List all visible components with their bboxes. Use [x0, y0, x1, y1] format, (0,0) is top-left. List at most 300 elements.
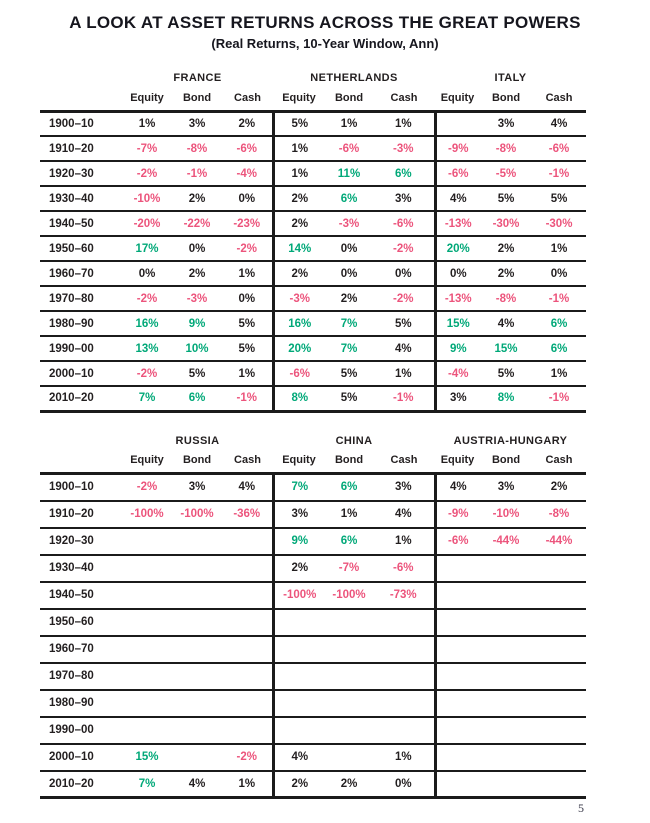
- return-cell: -5%: [480, 161, 532, 186]
- return-cell: 1%: [273, 161, 325, 186]
- return-cell: [480, 717, 532, 744]
- asset-header-equity: Equity: [440, 91, 475, 104]
- return-cell: -13%: [435, 211, 480, 236]
- return-cell: 6%: [325, 528, 373, 555]
- return-cell: 1%: [373, 361, 435, 386]
- return-cell: [480, 663, 532, 690]
- return-cell: [172, 582, 222, 609]
- return-cell: 15%: [122, 744, 172, 771]
- table-row: [40, 663, 586, 690]
- return-cell: 6%: [172, 386, 222, 411]
- country-header-italy: ITALY: [494, 72, 527, 84]
- return-cell: [172, 555, 222, 582]
- return-cell: 0%: [325, 261, 373, 286]
- return-cell: 9%: [435, 336, 480, 361]
- return-cell: [435, 582, 480, 609]
- return-cell: [480, 582, 532, 609]
- return-cell: 20%: [273, 336, 325, 361]
- return-cell: -10%: [480, 501, 532, 528]
- return-cell: 6%: [325, 474, 373, 501]
- table-row: [40, 717, 586, 744]
- return-cell: -8%: [480, 286, 532, 311]
- return-cell: 5%: [172, 361, 222, 386]
- return-cell: 2%: [273, 186, 325, 211]
- return-cell: [480, 771, 532, 798]
- return-cell: 0%: [373, 261, 435, 286]
- page-title: A LOOK AT ASSET RETURNS ACROSS THE GREAT POWERS: [69, 13, 581, 32]
- decade-label: 1940–50: [40, 211, 122, 236]
- table-row: [40, 261, 586, 286]
- return-cell: -2%: [373, 286, 435, 311]
- return-cell: 2%: [273, 211, 325, 236]
- return-cell: 1%: [373, 528, 435, 555]
- decade-label: 1940–50: [40, 582, 122, 609]
- return-cell: [273, 690, 325, 717]
- return-cell: [325, 663, 373, 690]
- return-cell: 5%: [325, 386, 373, 411]
- asset-header-bond: Bond: [491, 91, 521, 104]
- table-row: [40, 386, 586, 411]
- return-cell: 3%: [172, 111, 222, 136]
- decade-label: 1980–90: [40, 311, 122, 336]
- return-cell: -1%: [373, 386, 435, 411]
- return-cell: 16%: [122, 311, 172, 336]
- decade-label: 1960–70: [40, 636, 122, 663]
- return-cell: [480, 636, 532, 663]
- decade-label: 1960–70: [40, 261, 122, 286]
- return-cell: 5%: [532, 186, 586, 211]
- return-cell: [435, 609, 480, 636]
- return-cell: 3%: [480, 111, 532, 136]
- return-cell: -22%: [172, 211, 222, 236]
- decade-label: 1900–10: [40, 474, 122, 501]
- return-cell: 11%: [325, 161, 373, 186]
- asset-header-cash: Cash: [390, 91, 418, 104]
- return-cell: -2%: [122, 286, 172, 311]
- return-cell: 2%: [222, 111, 273, 136]
- return-cell: 2%: [273, 771, 325, 798]
- decade-label: 1910–20: [40, 136, 122, 161]
- return-cell: -23%: [222, 211, 273, 236]
- return-cell: -1%: [532, 161, 586, 186]
- return-cell: [532, 690, 586, 717]
- return-cell: -8%: [532, 501, 586, 528]
- decade-label: 1980–90: [40, 690, 122, 717]
- return-cell: 5%: [480, 186, 532, 211]
- spacer-cell: [40, 448, 122, 474]
- return-cell: [532, 744, 586, 771]
- return-cell: [122, 636, 172, 663]
- return-cell: 7%: [325, 336, 373, 361]
- return-cell: [325, 717, 373, 744]
- asset-header-cash: Cash: [234, 454, 261, 466]
- return-cell: 2%: [172, 186, 222, 211]
- return-cell: [532, 555, 586, 582]
- decade-label: 1990–00: [40, 336, 122, 361]
- return-cell: 3%: [373, 474, 435, 501]
- return-cell: -8%: [172, 136, 222, 161]
- return-cell: [172, 690, 222, 717]
- return-cell: -3%: [172, 286, 222, 311]
- table-row: [40, 474, 586, 501]
- return-cell: 5%: [222, 311, 273, 336]
- return-cell: -8%: [480, 136, 532, 161]
- asset-header-bond: Bond: [182, 91, 212, 104]
- return-cell: 6%: [532, 336, 586, 361]
- return-cell: -6%: [273, 361, 325, 386]
- return-cell: -100%: [325, 582, 373, 609]
- return-cell: 1%: [325, 501, 373, 528]
- return-cell: [122, 582, 172, 609]
- return-cell: -30%: [532, 211, 586, 236]
- return-cell: 1%: [273, 136, 325, 161]
- return-cell: [480, 609, 532, 636]
- return-cell: -6%: [532, 136, 586, 161]
- decade-label: 1970–80: [40, 663, 122, 690]
- return-cell: 5%: [373, 311, 435, 336]
- return-cell: 6%: [373, 161, 435, 186]
- return-cell: -20%: [122, 211, 172, 236]
- return-cell: 17%: [122, 236, 172, 261]
- asset-header-bond: Bond: [334, 454, 364, 466]
- return-cell: -100%: [122, 501, 172, 528]
- return-cell: [172, 609, 222, 636]
- return-cell: 7%: [325, 311, 373, 336]
- return-cell: [435, 690, 480, 717]
- asset-header-cash: Cash: [390, 454, 418, 466]
- country-header-netherlands: NETHERLANDS: [310, 72, 398, 84]
- return-cell: [325, 609, 373, 636]
- return-cell: 1%: [222, 361, 273, 386]
- return-cell: 8%: [273, 386, 325, 411]
- return-cell: -73%: [373, 582, 435, 609]
- table-row: [40, 186, 586, 211]
- return-cell: -2%: [122, 474, 172, 501]
- asset-header-bond: Bond: [334, 91, 364, 104]
- return-cell: 2%: [480, 261, 532, 286]
- return-cell: 4%: [435, 186, 480, 211]
- return-cell: 2%: [480, 236, 532, 261]
- return-cell: [480, 690, 532, 717]
- return-cell: 0%: [222, 286, 273, 311]
- table-row: [40, 211, 586, 236]
- table-row: [40, 690, 586, 717]
- return-cell: [373, 690, 435, 717]
- country-header-row: [40, 63, 586, 85]
- return-cell: -6%: [435, 528, 480, 555]
- table-row: [40, 609, 586, 636]
- return-cell: 0%: [325, 236, 373, 261]
- return-cell: -6%: [435, 161, 480, 186]
- return-cell: 1%: [532, 361, 586, 386]
- return-cell: [122, 609, 172, 636]
- return-cell: [435, 111, 480, 136]
- return-cell: [273, 663, 325, 690]
- return-cell: 10%: [172, 336, 222, 361]
- return-cell: 5%: [325, 361, 373, 386]
- return-cell: 4%: [373, 336, 435, 361]
- return-cell: [222, 636, 273, 663]
- asset-header-bond: Bond: [182, 454, 212, 466]
- return-cell: [273, 609, 325, 636]
- return-cell: [172, 663, 222, 690]
- decade-label: 1910–20: [40, 501, 122, 528]
- table-row: [40, 501, 586, 528]
- return-cell: [222, 555, 273, 582]
- table-row: [40, 286, 586, 311]
- asset-header-equity: Equity: [440, 454, 475, 466]
- return-cell: -1%: [532, 286, 586, 311]
- return-cell: [325, 690, 373, 717]
- country-header-china: CHINA: [335, 434, 373, 447]
- return-cell: [222, 717, 273, 744]
- decade-label: 1990–00: [40, 717, 122, 744]
- table-row: [40, 636, 586, 663]
- return-cell: [273, 717, 325, 744]
- return-cell: 4%: [273, 744, 325, 771]
- return-cell: -10%: [122, 186, 172, 211]
- asset-header-equity: Equity: [282, 91, 316, 104]
- table-row: [40, 236, 586, 261]
- return-cell: [122, 663, 172, 690]
- spacer-cell: [40, 63, 122, 85]
- return-cell: 15%: [435, 311, 480, 336]
- return-cell: 4%: [373, 501, 435, 528]
- return-cell: [273, 636, 325, 663]
- return-cell: -9%: [435, 501, 480, 528]
- return-cell: [435, 663, 480, 690]
- return-cell: [172, 744, 222, 771]
- return-cell: [373, 636, 435, 663]
- return-cell: [532, 663, 586, 690]
- return-cell: [122, 717, 172, 744]
- return-cell: 1%: [222, 261, 273, 286]
- table-row: [40, 111, 586, 136]
- return-cell: 4%: [435, 474, 480, 501]
- return-cell: 2%: [325, 286, 373, 311]
- return-cell: 0%: [532, 261, 586, 286]
- return-cell: [325, 636, 373, 663]
- top-returns-table: [40, 63, 586, 413]
- return-cell: 8%: [480, 386, 532, 411]
- return-cell: -1%: [222, 386, 273, 411]
- table-row: [40, 136, 586, 161]
- return-cell: -44%: [480, 528, 532, 555]
- asset-header-cash: Cash: [545, 91, 573, 104]
- return-cell: [435, 771, 480, 798]
- return-cell: 1%: [222, 771, 273, 798]
- return-cell: [435, 717, 480, 744]
- return-cell: [373, 609, 435, 636]
- asset-header-bond: Bond: [491, 454, 521, 466]
- return-cell: -3%: [373, 136, 435, 161]
- return-cell: 4%: [532, 111, 586, 136]
- return-cell: [532, 609, 586, 636]
- asset-header-row: [40, 85, 586, 111]
- spacer-cell: [40, 426, 122, 448]
- return-cell: 1%: [532, 236, 586, 261]
- return-cell: 0%: [222, 186, 273, 211]
- return-cell: [172, 636, 222, 663]
- return-cell: -30%: [480, 211, 532, 236]
- return-cell: 4%: [222, 474, 273, 501]
- return-cell: 7%: [122, 386, 172, 411]
- return-cell: [222, 690, 273, 717]
- return-cell: [532, 582, 586, 609]
- return-cell: [122, 690, 172, 717]
- return-cell: 2%: [273, 555, 325, 582]
- return-cell: -1%: [532, 386, 586, 411]
- decade-label: 1900–10: [40, 111, 122, 136]
- return-cell: 5%: [273, 111, 325, 136]
- return-cell: 0%: [373, 771, 435, 798]
- return-cell: 0%: [122, 261, 172, 286]
- return-cell: -36%: [222, 501, 273, 528]
- return-cell: [373, 717, 435, 744]
- return-cell: -4%: [222, 161, 273, 186]
- return-cell: 20%: [435, 236, 480, 261]
- return-cell: -6%: [222, 136, 273, 161]
- page-number: 5: [578, 801, 584, 815]
- return-cell: 3%: [435, 386, 480, 411]
- table-row: [40, 311, 586, 336]
- asset-header-cash: Cash: [234, 91, 261, 104]
- asset-header-equity: Equity: [130, 454, 164, 466]
- return-cell: -100%: [172, 501, 222, 528]
- return-cell: [480, 744, 532, 771]
- return-cell: [222, 609, 273, 636]
- table-row: [40, 528, 586, 555]
- asset-header-cash: Cash: [545, 454, 573, 466]
- return-cell: 7%: [122, 771, 172, 798]
- return-cell: [532, 636, 586, 663]
- return-cell: [532, 771, 586, 798]
- return-cell: 14%: [273, 236, 325, 261]
- asset-header-equity: Equity: [130, 91, 164, 104]
- return-cell: -3%: [325, 211, 373, 236]
- return-cell: -6%: [325, 136, 373, 161]
- return-cell: 0%: [172, 236, 222, 261]
- return-cell: -4%: [435, 361, 480, 386]
- table-row: [40, 744, 586, 771]
- return-cell: -100%: [273, 582, 325, 609]
- return-cell: [172, 528, 222, 555]
- return-cell: -6%: [373, 555, 435, 582]
- return-cell: [532, 717, 586, 744]
- return-cell: -7%: [122, 136, 172, 161]
- return-cell: [222, 528, 273, 555]
- return-cell: -2%: [122, 361, 172, 386]
- decade-label: 1950–60: [40, 609, 122, 636]
- return-cell: 5%: [222, 336, 273, 361]
- return-cell: -44%: [532, 528, 586, 555]
- return-cell: 4%: [480, 311, 532, 336]
- return-cell: 5%: [480, 361, 532, 386]
- return-cell: 1%: [122, 111, 172, 136]
- return-cell: [373, 663, 435, 690]
- country-header-france: FRANCE: [173, 72, 222, 84]
- bottom-returns-table: [40, 426, 586, 800]
- return-cell: 1%: [373, 111, 435, 136]
- return-cell: [325, 744, 373, 771]
- decade-label: 1970–80: [40, 286, 122, 311]
- return-cell: 3%: [373, 186, 435, 211]
- return-cell: 1%: [373, 744, 435, 771]
- table-row: [40, 161, 586, 186]
- table-row: [40, 361, 586, 386]
- return-cell: -2%: [373, 236, 435, 261]
- asset-header-row: [40, 448, 586, 474]
- return-cell: -6%: [373, 211, 435, 236]
- table-row: [40, 582, 586, 609]
- return-cell: 13%: [122, 336, 172, 361]
- asset-header-equity: Equity: [282, 454, 316, 466]
- return-cell: 0%: [435, 261, 480, 286]
- table-row: [40, 555, 586, 582]
- country-header-row: [40, 426, 586, 448]
- return-cell: 3%: [480, 474, 532, 501]
- return-cell: -1%: [172, 161, 222, 186]
- table-row: [40, 771, 586, 798]
- return-cell: [122, 528, 172, 555]
- country-header-austria-hungary: AUSTRIA-HUNGARY: [453, 434, 568, 447]
- return-cell: [222, 663, 273, 690]
- return-cell: 9%: [172, 311, 222, 336]
- decade-label: 2010–20: [40, 386, 122, 411]
- return-cell: [435, 555, 480, 582]
- return-cell: 6%: [325, 186, 373, 211]
- decade-label: 2000–10: [40, 361, 122, 386]
- return-cell: -7%: [325, 555, 373, 582]
- page-subtitle: (Real Returns, 10-Year Window, Ann): [211, 36, 439, 51]
- return-cell: -13%: [435, 286, 480, 311]
- decade-label: 1930–40: [40, 186, 122, 211]
- return-cell: 2%: [273, 261, 325, 286]
- return-cell: [435, 744, 480, 771]
- return-cell: 4%: [172, 771, 222, 798]
- return-cell: 2%: [172, 261, 222, 286]
- return-cell: 3%: [172, 474, 222, 501]
- return-cell: -3%: [273, 286, 325, 311]
- return-cell: 2%: [532, 474, 586, 501]
- decade-label: 2010–20: [40, 771, 122, 798]
- return-cell: -9%: [435, 136, 480, 161]
- return-cell: -2%: [122, 161, 172, 186]
- return-cell: 16%: [273, 311, 325, 336]
- decade-label: 1930–40: [40, 555, 122, 582]
- return-cell: [122, 555, 172, 582]
- spacer-cell: [40, 85, 122, 111]
- return-cell: [222, 582, 273, 609]
- decade-label: 1950–60: [40, 236, 122, 261]
- return-cell: [435, 636, 480, 663]
- decade-label: 1920–30: [40, 528, 122, 555]
- return-cell: [172, 717, 222, 744]
- return-cell: -2%: [222, 236, 273, 261]
- return-cell: 2%: [325, 771, 373, 798]
- return-cell: 6%: [532, 311, 586, 336]
- decade-label: 2000–10: [40, 744, 122, 771]
- table-row: [40, 336, 586, 361]
- decade-label: 1920–30: [40, 161, 122, 186]
- return-cell: [480, 555, 532, 582]
- return-cell: 9%: [273, 528, 325, 555]
- return-cell: 7%: [273, 474, 325, 501]
- country-header-russia: RUSSIA: [175, 434, 220, 447]
- return-cell: 3%: [273, 501, 325, 528]
- return-cell: -2%: [222, 744, 273, 771]
- return-cell: 1%: [325, 111, 373, 136]
